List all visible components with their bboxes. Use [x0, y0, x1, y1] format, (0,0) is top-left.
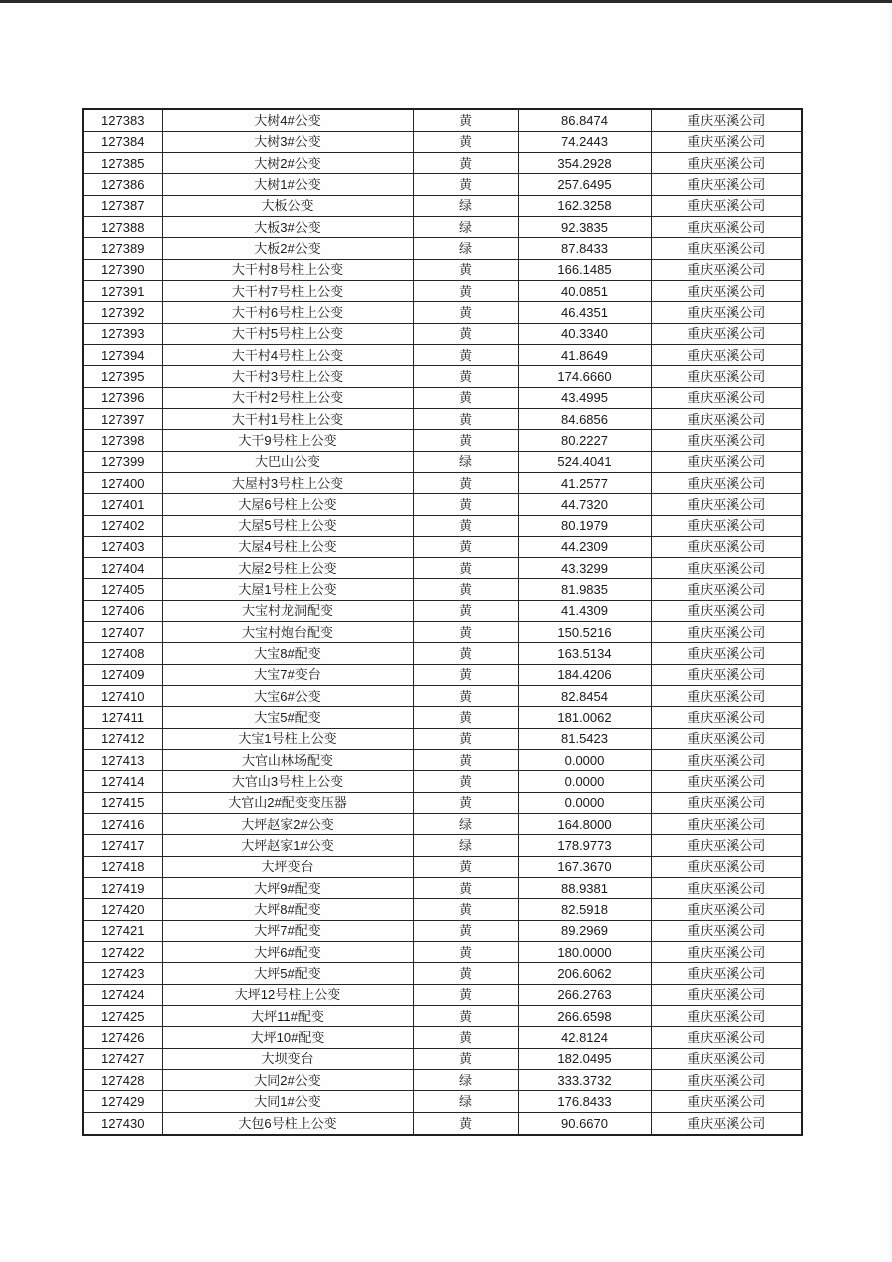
row-name-cell: 大包6号柱上公变: [162, 1112, 413, 1135]
row-value-cell: 44.2309: [518, 536, 651, 557]
table-row: [83, 430, 802, 451]
row-name-cell: 大屋6号柱上公变: [162, 494, 413, 515]
row-value-cell: 174.6660: [518, 366, 651, 387]
row-status-cell: 黄: [413, 878, 518, 899]
row-value-cell: 84.6856: [518, 408, 651, 429]
row-id-cell: 127402: [83, 515, 162, 536]
row-status-cell: 黄: [413, 899, 518, 920]
row-status-cell: 绿: [413, 216, 518, 237]
row-name-cell: 大同1#公变: [162, 1091, 413, 1112]
row-id-cell: 127388: [83, 216, 162, 237]
row-id-cell: 127394: [83, 344, 162, 365]
row-name-cell: 大坪6#配变: [162, 942, 413, 963]
row-company-cell: 重庆巫溪公司: [651, 942, 802, 963]
row-company-cell: 重庆巫溪公司: [651, 728, 802, 749]
row-status-cell: 黄: [413, 259, 518, 280]
table-row: [83, 942, 802, 963]
row-value-cell: 176.8433: [518, 1091, 651, 1112]
row-name-cell: 大干村3号柱上公变: [162, 366, 413, 387]
table-row: [83, 109, 802, 131]
row-name-cell: 大宝7#变台: [162, 664, 413, 685]
row-status-cell: 绿: [413, 195, 518, 216]
row-id-cell: 127409: [83, 664, 162, 685]
row-company-cell: 重庆巫溪公司: [651, 856, 802, 877]
page-top-border: [0, 0, 892, 3]
row-value-cell: 0.0000: [518, 792, 651, 813]
row-company-cell: 重庆巫溪公司: [651, 963, 802, 984]
table-row: [83, 472, 802, 493]
row-id-cell: 127406: [83, 600, 162, 621]
row-name-cell: 大巴山公变: [162, 451, 413, 472]
table-row: [83, 131, 802, 152]
row-name-cell: 大树4#公变: [162, 109, 413, 131]
row-status-cell: 黄: [413, 344, 518, 365]
row-status-cell: 绿: [413, 814, 518, 835]
row-value-cell: 87.8433: [518, 238, 651, 259]
row-company-cell: 重庆巫溪公司: [651, 280, 802, 301]
row-value-cell: 0.0000: [518, 750, 651, 771]
row-id-cell: 127416: [83, 814, 162, 835]
table-row: [83, 366, 802, 387]
row-name-cell: 大官山2#配变变压器: [162, 792, 413, 813]
row-id-cell: 127389: [83, 238, 162, 259]
row-value-cell: 41.2577: [518, 472, 651, 493]
row-id-cell: 127421: [83, 920, 162, 941]
row-value-cell: 90.6670: [518, 1112, 651, 1135]
row-company-cell: 重庆巫溪公司: [651, 152, 802, 173]
row-company-cell: 重庆巫溪公司: [651, 259, 802, 280]
table-row: [83, 579, 802, 600]
row-status-cell: 黄: [413, 664, 518, 685]
row-id-cell: 127399: [83, 451, 162, 472]
row-status-cell: 绿: [413, 451, 518, 472]
row-status-cell: 黄: [413, 430, 518, 451]
row-id-cell: 127412: [83, 728, 162, 749]
table-row: [83, 152, 802, 173]
row-company-cell: 重庆巫溪公司: [651, 1006, 802, 1027]
row-status-cell: 黄: [413, 109, 518, 131]
row-company-cell: 重庆巫溪公司: [651, 643, 802, 664]
table-row: [83, 174, 802, 195]
row-status-cell: 黄: [413, 984, 518, 1005]
row-value-cell: 88.9381: [518, 878, 651, 899]
row-value-cell: 41.4309: [518, 600, 651, 621]
row-company-cell: 重庆巫溪公司: [651, 920, 802, 941]
row-company-cell: 重庆巫溪公司: [651, 131, 802, 152]
row-company-cell: 重庆巫溪公司: [651, 984, 802, 1005]
row-id-cell: 127397: [83, 408, 162, 429]
row-name-cell: 大宝6#公变: [162, 686, 413, 707]
row-value-cell: 82.8454: [518, 686, 651, 707]
row-company-cell: 重庆巫溪公司: [651, 835, 802, 856]
row-status-cell: 黄: [413, 792, 518, 813]
row-status-cell: 黄: [413, 856, 518, 877]
row-id-cell: 127387: [83, 195, 162, 216]
row-company-cell: 重庆巫溪公司: [651, 494, 802, 515]
row-company-cell: 重庆巫溪公司: [651, 366, 802, 387]
row-id-cell: 127417: [83, 835, 162, 856]
row-value-cell: 181.0062: [518, 707, 651, 728]
row-status-cell: 黄: [413, 408, 518, 429]
row-company-cell: 重庆巫溪公司: [651, 536, 802, 557]
row-name-cell: 大坪赵家2#公变: [162, 814, 413, 835]
row-name-cell: 大树3#公变: [162, 131, 413, 152]
row-company-cell: 重庆巫溪公司: [651, 771, 802, 792]
row-value-cell: 41.8649: [518, 344, 651, 365]
table-row: [83, 835, 802, 856]
row-status-cell: 黄: [413, 963, 518, 984]
table-row: [83, 728, 802, 749]
row-name-cell: 大屋4号柱上公变: [162, 536, 413, 557]
row-status-cell: 黄: [413, 366, 518, 387]
row-name-cell: 大干9号柱上公变: [162, 430, 413, 451]
row-id-cell: 127393: [83, 323, 162, 344]
row-value-cell: 206.6062: [518, 963, 651, 984]
table-row: [83, 814, 802, 835]
row-status-cell: 绿: [413, 835, 518, 856]
row-name-cell: 大坪10#配变: [162, 1027, 413, 1048]
row-name-cell: 大坪7#配变: [162, 920, 413, 941]
row-value-cell: 92.3835: [518, 216, 651, 237]
row-name-cell: 大干村1号柱上公变: [162, 408, 413, 429]
table-row: [83, 387, 802, 408]
table-row: [83, 664, 802, 685]
row-company-cell: 重庆巫溪公司: [651, 600, 802, 621]
row-value-cell: 354.2928: [518, 152, 651, 173]
row-id-cell: 127403: [83, 536, 162, 557]
row-value-cell: 333.3732: [518, 1070, 651, 1091]
row-company-cell: 重庆巫溪公司: [651, 451, 802, 472]
row-name-cell: 大坪11#配变: [162, 1006, 413, 1027]
row-id-cell: 127420: [83, 899, 162, 920]
table-row: [83, 771, 802, 792]
table-row: [83, 1048, 802, 1069]
row-name-cell: 大板公变: [162, 195, 413, 216]
row-value-cell: 81.5423: [518, 728, 651, 749]
row-value-cell: 178.9773: [518, 835, 651, 856]
row-value-cell: 82.5918: [518, 899, 651, 920]
table-row: [83, 451, 802, 472]
table-row: [83, 302, 802, 323]
row-company-cell: 重庆巫溪公司: [651, 1027, 802, 1048]
table-row: [83, 984, 802, 1005]
row-id-cell: 127428: [83, 1070, 162, 1091]
row-status-cell: 黄: [413, 920, 518, 941]
row-company-cell: 重庆巫溪公司: [651, 302, 802, 323]
row-name-cell: 大坪8#配变: [162, 899, 413, 920]
row-status-cell: 绿: [413, 238, 518, 259]
row-status-cell: 黄: [413, 302, 518, 323]
row-id-cell: 127395: [83, 366, 162, 387]
row-name-cell: 大坪变台: [162, 856, 413, 877]
row-status-cell: 黄: [413, 1027, 518, 1048]
row-id-cell: 127392: [83, 302, 162, 323]
row-value-cell: 81.9835: [518, 579, 651, 600]
table-row: [83, 494, 802, 515]
table-row: [83, 515, 802, 536]
row-status-cell: 黄: [413, 152, 518, 173]
row-company-cell: 重庆巫溪公司: [651, 707, 802, 728]
row-value-cell: 74.2443: [518, 131, 651, 152]
row-value-cell: 40.0851: [518, 280, 651, 301]
table-row: [83, 408, 802, 429]
row-company-cell: 重庆巫溪公司: [651, 878, 802, 899]
row-status-cell: 黄: [413, 515, 518, 536]
table-row: [83, 259, 802, 280]
row-value-cell: 180.0000: [518, 942, 651, 963]
row-id-cell: 127429: [83, 1091, 162, 1112]
row-status-cell: 黄: [413, 387, 518, 408]
row-company-cell: 重庆巫溪公司: [651, 430, 802, 451]
row-value-cell: 46.4351: [518, 302, 651, 323]
row-value-cell: 40.3340: [518, 323, 651, 344]
row-name-cell: 大干村6号柱上公变: [162, 302, 413, 323]
table-row: [83, 1091, 802, 1112]
transformer-table: [82, 108, 803, 1136]
row-value-cell: 266.2763: [518, 984, 651, 1005]
row-value-cell: 89.2969: [518, 920, 651, 941]
table-row: [83, 750, 802, 771]
row-id-cell: 127425: [83, 1006, 162, 1027]
row-status-cell: 黄: [413, 771, 518, 792]
table-row: [83, 280, 802, 301]
table-row: [83, 878, 802, 899]
row-name-cell: 大坝变台: [162, 1048, 413, 1069]
row-id-cell: 127401: [83, 494, 162, 515]
row-id-cell: 127413: [83, 750, 162, 771]
row-id-cell: 127400: [83, 472, 162, 493]
row-id-cell: 127404: [83, 558, 162, 579]
row-company-cell: 重庆巫溪公司: [651, 664, 802, 685]
row-id-cell: 127426: [83, 1027, 162, 1048]
row-company-cell: 重庆巫溪公司: [651, 472, 802, 493]
row-company-cell: 重庆巫溪公司: [651, 899, 802, 920]
page-right-edge-shade: [886, 0, 892, 1262]
table-row: [83, 238, 802, 259]
row-name-cell: 大宝村炮台配变: [162, 622, 413, 643]
row-name-cell: 大干村2号柱上公变: [162, 387, 413, 408]
row-company-cell: 重庆巫溪公司: [651, 174, 802, 195]
row-id-cell: 127396: [83, 387, 162, 408]
row-status-cell: 黄: [413, 707, 518, 728]
row-id-cell: 127423: [83, 963, 162, 984]
table-row: [83, 920, 802, 941]
row-value-cell: 167.3670: [518, 856, 651, 877]
table-row: [83, 1070, 802, 1091]
row-value-cell: 162.3258: [518, 195, 651, 216]
row-name-cell: 大坪赵家1#公变: [162, 835, 413, 856]
row-status-cell: 黄: [413, 750, 518, 771]
row-value-cell: 182.0495: [518, 1048, 651, 1069]
row-value-cell: 43.3299: [518, 558, 651, 579]
row-name-cell: 大屋村3号柱上公变: [162, 472, 413, 493]
row-status-cell: 黄: [413, 1112, 518, 1135]
row-name-cell: 大宝1号柱上公变: [162, 728, 413, 749]
row-name-cell: 大官山林场配变: [162, 750, 413, 771]
table-row: [83, 622, 802, 643]
row-value-cell: 44.7320: [518, 494, 651, 515]
table-row: [83, 536, 802, 557]
row-company-cell: 重庆巫溪公司: [651, 408, 802, 429]
row-name-cell: 大干村7号柱上公变: [162, 280, 413, 301]
row-value-cell: 164.8000: [518, 814, 651, 835]
row-status-cell: 黄: [413, 643, 518, 664]
row-id-cell: 127408: [83, 643, 162, 664]
row-name-cell: 大干村5号柱上公变: [162, 323, 413, 344]
row-name-cell: 大屋5号柱上公变: [162, 515, 413, 536]
table-row: [83, 963, 802, 984]
row-id-cell: 127414: [83, 771, 162, 792]
row-id-cell: 127390: [83, 259, 162, 280]
row-status-cell: 黄: [413, 494, 518, 515]
table-row: [83, 707, 802, 728]
row-status-cell: 黄: [413, 536, 518, 557]
row-status-cell: 黄: [413, 323, 518, 344]
row-id-cell: 127427: [83, 1048, 162, 1069]
row-company-cell: 重庆巫溪公司: [651, 686, 802, 707]
row-value-cell: 80.2227: [518, 430, 651, 451]
row-status-cell: 黄: [413, 942, 518, 963]
row-company-cell: 重庆巫溪公司: [651, 515, 802, 536]
row-name-cell: 大屋1号柱上公变: [162, 579, 413, 600]
row-company-cell: 重庆巫溪公司: [651, 558, 802, 579]
row-name-cell: 大树1#公变: [162, 174, 413, 195]
row-name-cell: 大树2#公变: [162, 152, 413, 173]
row-value-cell: 80.1979: [518, 515, 651, 536]
row-company-cell: 重庆巫溪公司: [651, 750, 802, 771]
row-name-cell: 大板2#公变: [162, 238, 413, 259]
row-company-cell: 重庆巫溪公司: [651, 792, 802, 813]
row-id-cell: 127398: [83, 430, 162, 451]
row-value-cell: 266.6598: [518, 1006, 651, 1027]
row-id-cell: 127391: [83, 280, 162, 301]
row-id-cell: 127386: [83, 174, 162, 195]
row-status-cell: 黄: [413, 558, 518, 579]
row-value-cell: 257.6495: [518, 174, 651, 195]
row-id-cell: 127407: [83, 622, 162, 643]
row-status-cell: 黄: [413, 174, 518, 195]
table-row: [83, 856, 802, 877]
row-id-cell: 127411: [83, 707, 162, 728]
row-value-cell: 184.4206: [518, 664, 651, 685]
row-company-cell: 重庆巫溪公司: [651, 814, 802, 835]
row-id-cell: 127384: [83, 131, 162, 152]
row-id-cell: 127410: [83, 686, 162, 707]
row-id-cell: 127424: [83, 984, 162, 1005]
row-value-cell: 42.8124: [518, 1027, 651, 1048]
row-company-cell: 重庆巫溪公司: [651, 387, 802, 408]
table-row: [83, 323, 802, 344]
row-value-cell: 0.0000: [518, 771, 651, 792]
table-row: [83, 558, 802, 579]
row-name-cell: 大宝8#配变: [162, 643, 413, 664]
row-company-cell: 重庆巫溪公司: [651, 579, 802, 600]
table-row: [83, 216, 802, 237]
row-status-cell: 黄: [413, 131, 518, 152]
row-id-cell: 127415: [83, 792, 162, 813]
row-status-cell: 黄: [413, 472, 518, 493]
row-name-cell: 大屋2号柱上公变: [162, 558, 413, 579]
table-row: [83, 792, 802, 813]
row-name-cell: 大板3#公变: [162, 216, 413, 237]
row-name-cell: 大坪5#配变: [162, 963, 413, 984]
row-status-cell: 黄: [413, 686, 518, 707]
row-id-cell: 127405: [83, 579, 162, 600]
table-row: [83, 899, 802, 920]
row-company-cell: 重庆巫溪公司: [651, 1091, 802, 1112]
row-status-cell: 黄: [413, 579, 518, 600]
row-name-cell: 大宝村龙洞配变: [162, 600, 413, 621]
row-status-cell: 黄: [413, 1006, 518, 1027]
table-row: [83, 643, 802, 664]
row-company-cell: 重庆巫溪公司: [651, 344, 802, 365]
row-status-cell: 黄: [413, 1048, 518, 1069]
row-company-cell: 重庆巫溪公司: [651, 323, 802, 344]
row-status-cell: 绿: [413, 1070, 518, 1091]
row-status-cell: 黄: [413, 622, 518, 643]
row-value-cell: 524.4041: [518, 451, 651, 472]
row-company-cell: 重庆巫溪公司: [651, 216, 802, 237]
row-name-cell: 大同2#公变: [162, 1070, 413, 1091]
row-id-cell: 127419: [83, 878, 162, 899]
table-row: [83, 195, 802, 216]
row-company-cell: 重庆巫溪公司: [651, 1070, 802, 1091]
row-name-cell: 大坪12号柱上公变: [162, 984, 413, 1005]
row-status-cell: 黄: [413, 280, 518, 301]
row-name-cell: 大坪9#配变: [162, 878, 413, 899]
row-company-cell: 重庆巫溪公司: [651, 1048, 802, 1069]
table-row: [83, 1027, 802, 1048]
row-company-cell: 重庆巫溪公司: [651, 238, 802, 259]
table-row: [83, 1006, 802, 1027]
row-id-cell: 127418: [83, 856, 162, 877]
row-id-cell: 127422: [83, 942, 162, 963]
row-name-cell: 大干村4号柱上公变: [162, 344, 413, 365]
table-row: [83, 1112, 802, 1135]
row-value-cell: 166.1485: [518, 259, 651, 280]
row-name-cell: 大宝5#配变: [162, 707, 413, 728]
row-company-cell: 重庆巫溪公司: [651, 622, 802, 643]
row-id-cell: 127430: [83, 1112, 162, 1135]
row-status-cell: 黄: [413, 600, 518, 621]
row-name-cell: 大官山3号柱上公变: [162, 771, 413, 792]
table-body: [83, 109, 802, 1135]
row-company-cell: 重庆巫溪公司: [651, 195, 802, 216]
table-row: [83, 686, 802, 707]
table-row: [83, 344, 802, 365]
row-value-cell: 43.4995: [518, 387, 651, 408]
row-id-cell: 127383: [83, 109, 162, 131]
row-status-cell: 绿: [413, 1091, 518, 1112]
row-company-cell: 重庆巫溪公司: [651, 1112, 802, 1135]
row-company-cell: 重庆巫溪公司: [651, 109, 802, 131]
row-value-cell: 150.5216: [518, 622, 651, 643]
row-value-cell: 86.8474: [518, 109, 651, 131]
row-id-cell: 127385: [83, 152, 162, 173]
row-name-cell: 大干村8号柱上公变: [162, 259, 413, 280]
table-row: [83, 600, 802, 621]
row-value-cell: 163.5134: [518, 643, 651, 664]
row-status-cell: 黄: [413, 728, 518, 749]
